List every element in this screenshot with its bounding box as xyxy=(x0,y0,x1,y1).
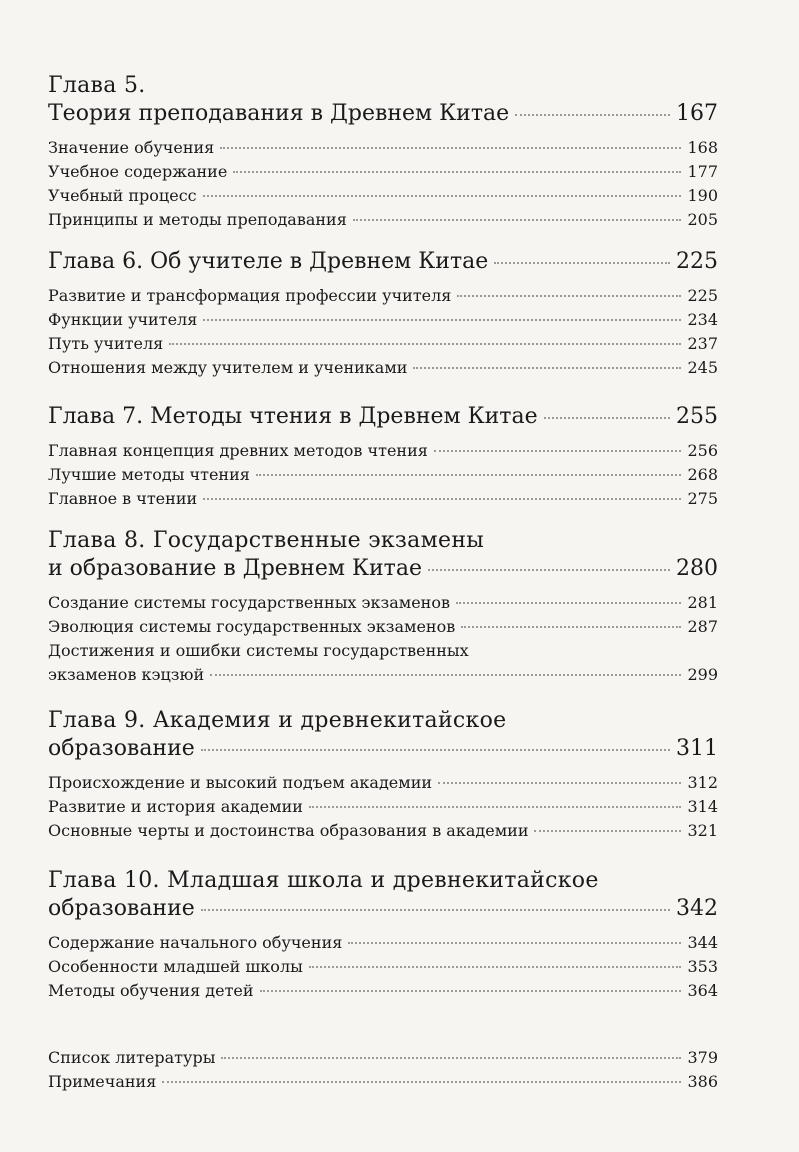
section-entry-label: Особенности младшей школы xyxy=(48,957,303,976)
section-entry xyxy=(48,284,718,308)
chapter-9 xyxy=(48,707,718,843)
section-entry-label: Основные черты и достоинства образования в академии xyxy=(48,821,529,840)
section-entry-leader-dots xyxy=(456,601,681,604)
section-entry-leader-dots xyxy=(434,449,682,452)
section-entry-page: 281 xyxy=(687,593,718,612)
section-entry-leader-dots xyxy=(457,294,681,297)
section-entry-label: Развитие и трансформация профессии учителя xyxy=(48,286,452,305)
section-entry-page: 234 xyxy=(687,310,718,329)
section-entry-leader-dots xyxy=(203,194,682,197)
section-entry xyxy=(48,615,718,639)
section-entry-page: 344 xyxy=(687,933,718,952)
section-list xyxy=(48,439,718,511)
section-entry-label: Содержание начального обучения xyxy=(48,933,343,952)
section-entry xyxy=(48,591,718,615)
section-entry xyxy=(48,795,718,819)
back-matter-entry-leader-dots xyxy=(221,1056,681,1059)
section-entry-leader-dots xyxy=(203,497,681,500)
section-entry-label: Отношения между учителем и учениками xyxy=(48,358,408,377)
section-entry-page: 205 xyxy=(687,210,718,229)
section-entry xyxy=(48,487,718,511)
chapter-title-label: и образование в Древнем Китае xyxy=(48,556,422,581)
section-entry-page: 287 xyxy=(687,617,718,636)
back-matter-entry-label: Примечания xyxy=(48,1072,157,1091)
section-entry-page: 256 xyxy=(687,441,718,460)
section-entry xyxy=(48,819,718,843)
chapter-title-label: Глава 6. Об учителе в Древнем Китае xyxy=(48,249,489,274)
section-entry-page: 312 xyxy=(687,773,718,792)
section-entry-leader-dots xyxy=(309,805,682,808)
section-entry-leader-dots xyxy=(461,625,681,628)
section-entry-leader-dots xyxy=(169,342,681,345)
section-entry-leader-dots xyxy=(203,318,681,321)
section-entry-label: Учебное содержание xyxy=(48,162,228,181)
section-entry-label: Главное в чтении xyxy=(48,489,198,508)
back-matter-entry-leader-dots xyxy=(162,1080,681,1083)
chapter-title xyxy=(48,555,718,583)
chapter-title-page: 255 xyxy=(676,404,718,429)
back-matter-entry xyxy=(48,1070,718,1094)
section-entry-page: 299 xyxy=(687,665,718,684)
section-entry-label: Путь учителя xyxy=(48,334,164,353)
chapter-title-line: Глава 10. Младшая школа и древнекитайское xyxy=(48,868,599,893)
back-matter-entry-label: Список литературы xyxy=(48,1048,216,1067)
section-entry-page: 190 xyxy=(687,186,718,205)
chapter-title-label: Теория преподавания в Древнем Китае xyxy=(48,101,510,126)
section-entry-label: Происхождение и высокий подъем академии xyxy=(48,773,433,792)
section-entry-leader-dots xyxy=(220,146,681,149)
section-entry-page: 177 xyxy=(687,162,718,181)
section-entry xyxy=(48,979,718,1003)
chapter-title-line: Глава 8. Государственные экзамены xyxy=(48,528,485,553)
section-entry-label: Создание системы государственных экзаменов xyxy=(48,593,450,612)
chapter-title xyxy=(48,100,718,128)
section-entry xyxy=(48,771,718,795)
section-entry xyxy=(48,955,718,979)
section-entry xyxy=(48,356,718,380)
chapter-title-line: Глава 9. Академия и древнекитайское xyxy=(48,708,507,733)
chapter-title-leader-dots xyxy=(428,568,670,571)
section-entry-leader-dots xyxy=(256,473,682,476)
section-list xyxy=(48,591,718,687)
back-matter xyxy=(48,1046,718,1094)
section-entry xyxy=(48,184,718,208)
chapter-title xyxy=(48,403,718,431)
section-entry-page: 168 xyxy=(687,138,718,157)
section-entry-page: 237 xyxy=(687,334,718,353)
chapter-title-leader-dots xyxy=(544,416,670,419)
chapter-5 xyxy=(48,72,718,232)
chapter-title xyxy=(48,895,718,923)
chapter-7 xyxy=(48,403,718,511)
section-entry-leader-dots xyxy=(309,965,682,968)
section-entry-label: Функции учителя xyxy=(48,310,198,329)
section-entry-leader-dots xyxy=(210,673,681,676)
chapter-6 xyxy=(48,248,718,380)
section-entry-leader-dots xyxy=(413,366,681,369)
section-entry-page: 268 xyxy=(687,465,718,484)
section-list xyxy=(48,284,718,380)
chapter-title xyxy=(48,735,718,763)
section-entry-label: Главная концепция древних методов чтения xyxy=(48,441,428,460)
chapter-title-label: образование xyxy=(48,896,195,921)
chapter-title-leader-dots xyxy=(201,908,670,911)
section-list xyxy=(48,931,718,1003)
section-entry-label: экзаменов кэцзюй xyxy=(48,665,205,684)
chapter-title-label: образование xyxy=(48,736,195,761)
section-entry-label: Лучшие методы чтения xyxy=(48,465,250,484)
chapter-title-page: 225 xyxy=(676,249,718,274)
section-entry xyxy=(48,639,718,663)
chapter-title-line: Глава 5. xyxy=(48,73,146,98)
section-entry-page: 225 xyxy=(687,286,718,305)
section-entry-label: Развитие и история академии xyxy=(48,797,303,816)
section-entry-leader-dots xyxy=(534,829,681,832)
section-entry-label: Достижения и ошибки системы государственных xyxy=(48,641,469,660)
section-entry xyxy=(48,308,718,332)
section-entry-page: 321 xyxy=(687,821,718,840)
section-list xyxy=(48,771,718,843)
section-entry-leader-dots xyxy=(260,989,682,992)
section-entry xyxy=(48,931,718,955)
chapter-title-leader-dots xyxy=(515,113,670,116)
section-entry-label: Методы обучения детей xyxy=(48,981,254,1000)
section-entry-leader-dots xyxy=(348,941,681,944)
chapter-title-page: 311 xyxy=(676,736,718,761)
chapter-title-page: 167 xyxy=(676,101,718,126)
section-entry-leader-dots xyxy=(438,781,681,784)
section-entry-leader-dots xyxy=(233,170,681,173)
section-entry-page: 314 xyxy=(687,797,718,816)
section-entry-label: Учебный процесс xyxy=(48,186,197,205)
section-list xyxy=(48,136,718,232)
section-entry-page: 245 xyxy=(687,358,718,377)
chapter-title xyxy=(48,248,718,276)
section-entry xyxy=(48,208,718,232)
back-matter-entry-page: 386 xyxy=(687,1072,718,1091)
section-entry-page: 275 xyxy=(687,489,718,508)
chapter-title-leader-dots xyxy=(201,748,670,751)
back-matter-entry-page: 379 xyxy=(687,1048,718,1067)
chapter-10 xyxy=(48,867,718,1003)
section-entry xyxy=(48,332,718,356)
chapter-title-label: Глава 7. Методы чтения в Древнем Китае xyxy=(48,404,538,429)
section-entry xyxy=(48,160,718,184)
section-entry-page: 364 xyxy=(687,981,718,1000)
section-entry-label: Эволюция системы государственных экзаменов xyxy=(48,617,456,636)
section-entry-label: Принципы и методы преподавания xyxy=(48,210,347,229)
section-entry-leader-dots xyxy=(353,218,682,221)
chapter-title-leader-dots xyxy=(494,261,670,264)
back-matter-entry xyxy=(48,1046,718,1070)
section-entry-label: Значение обучения xyxy=(48,138,215,157)
section-entry xyxy=(48,463,718,487)
chapter-title-page: 342 xyxy=(676,896,718,921)
chapter-8 xyxy=(48,527,718,687)
section-entry xyxy=(48,136,718,160)
chapter-title-page: 280 xyxy=(676,556,718,581)
section-entry xyxy=(48,663,718,687)
section-entry xyxy=(48,439,718,463)
section-entry-page: 353 xyxy=(687,957,718,976)
